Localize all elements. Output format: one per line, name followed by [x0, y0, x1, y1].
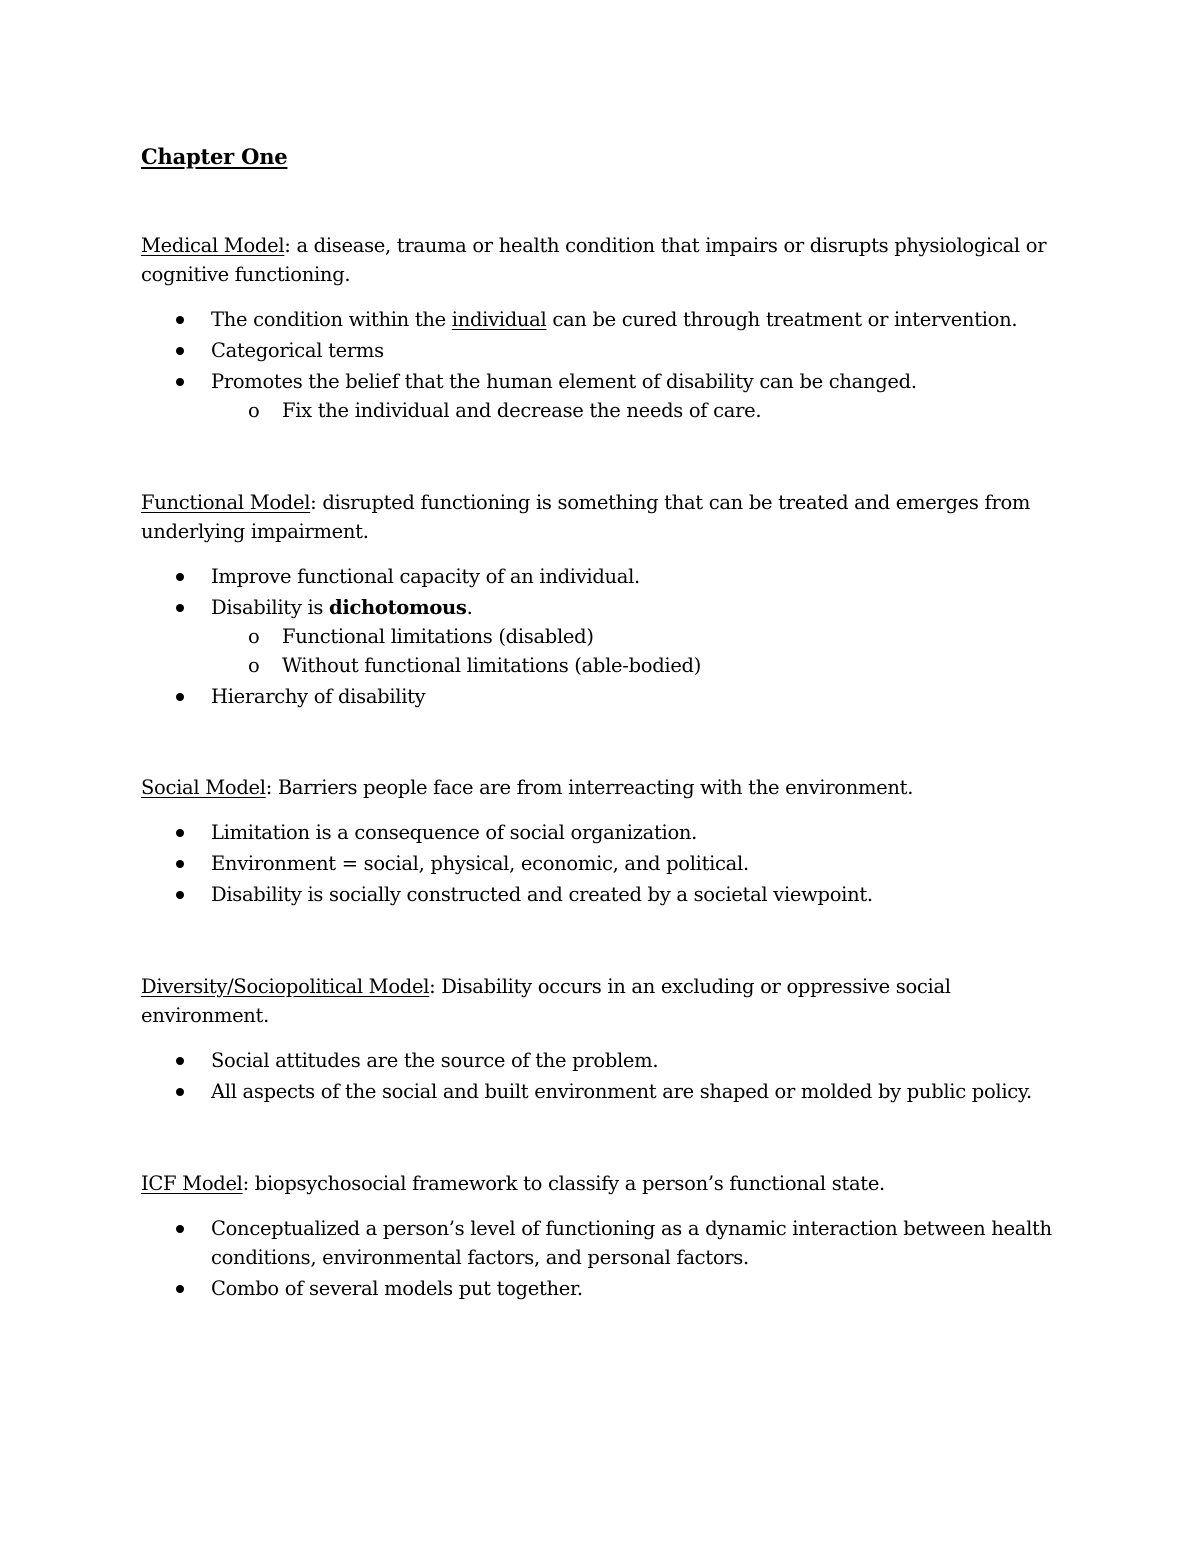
bullet-list — [141, 818, 1061, 909]
term-label: Social Model — [141, 776, 266, 799]
list-item: Categorical terms — [141, 336, 1061, 365]
bullet-icon — [176, 693, 184, 701]
bullet-icon — [176, 891, 184, 899]
sub-list-item: o Without functional limitations (able-bodied) — [211, 651, 1061, 680]
definition-text: : Disability occurs in an excluding or oppressive social environment. — [141, 975, 951, 1027]
term-label: Diversity/Sociopolitical Model — [141, 975, 430, 998]
list-item: Limitation is a consequence of social organization. — [141, 818, 1061, 847]
bullet-list — [141, 305, 1061, 425]
bold-word: dichotomous — [329, 596, 467, 619]
section-social-model — [141, 773, 1061, 911]
bullet-icon — [176, 1088, 184, 1096]
section-functional-model — [141, 488, 1061, 713]
bullet-list — [141, 562, 1061, 711]
sub-list-item: o Functional limitations (disabled) — [211, 622, 1061, 651]
definition — [141, 231, 1061, 289]
bullet-icon — [176, 604, 184, 612]
bullet-icon — [176, 347, 184, 355]
bullet-icon — [176, 829, 184, 837]
definition-text: : biopsychosocial framework to classify a person’s functional state. — [242, 1172, 885, 1195]
list-item: Environment = social, physical, economic, and political. — [141, 849, 1061, 878]
term-label: Functional Model — [141, 491, 311, 514]
circle-bullet-icon: o — [248, 399, 260, 422]
term-label: Medical Model — [141, 234, 285, 257]
page-title: Chapter One — [141, 144, 288, 169]
bullet-icon — [176, 1285, 184, 1293]
definition — [141, 1169, 1061, 1198]
section-icf-model — [141, 1169, 1061, 1305]
sub-bullet-list — [211, 622, 1061, 680]
bullet-list — [141, 1046, 1061, 1106]
definition-text: : disrupted functioning is something that can be treated and emerges from underlying impairment. — [141, 491, 1031, 543]
bullet-icon — [176, 1225, 184, 1233]
definition-text: : Barriers people face are from interreacting with the environment. — [265, 776, 914, 799]
section-diversity-model — [141, 972, 1061, 1108]
term-label: ICF Model — [141, 1172, 243, 1195]
list-item: All aspects of the social and built environment are shaped or molded by public policy. — [141, 1077, 1061, 1106]
list-item: Disability is socially constructed and created by a societal viewpoint. — [141, 880, 1061, 909]
list-item: The condition within the individual can be cured through treatment or intervention. — [141, 305, 1061, 334]
circle-bullet-icon: o — [248, 625, 260, 648]
list-item: Hierarchy of disability — [141, 682, 1061, 711]
list-item: Conceptualized a person’s level of functioning as a dynamic interaction between health conditions, environmental factors, and personal factors. — [141, 1214, 1061, 1272]
definition — [141, 488, 1061, 546]
definition — [141, 773, 1061, 802]
list-item: Improve functional capacity of an individual. — [141, 562, 1061, 591]
circle-bullet-icon: o — [248, 654, 260, 677]
bullet-icon — [176, 860, 184, 868]
section-medical-model — [141, 231, 1061, 427]
bullet-icon — [176, 378, 184, 386]
definition-text: : a disease, trauma or health condition that impairs or disrupts physiological or cognitive functioning. — [141, 234, 1047, 286]
bullet-icon — [176, 1057, 184, 1065]
list-item: Promotes the belief that the human element of disability can be changed. o Fix the individual and decrease the needs of care. — [141, 367, 1061, 425]
underlined-word: individual — [451, 308, 547, 331]
bullet-icon — [176, 316, 184, 324]
sub-list-item: o Fix the individual and decrease the needs of care. — [211, 396, 1061, 425]
list-item: Disability is dichotomous. o Functional limitations (disabled) o Without functional limitations (able-bodied) — [141, 593, 1061, 680]
bullet-icon — [176, 573, 184, 581]
definition — [141, 972, 1061, 1030]
list-item: Combo of several models put together. — [141, 1274, 1061, 1303]
list-item: Social attitudes are the source of the problem. — [141, 1046, 1061, 1075]
sub-bullet-list — [211, 396, 1061, 425]
bullet-list — [141, 1214, 1061, 1303]
